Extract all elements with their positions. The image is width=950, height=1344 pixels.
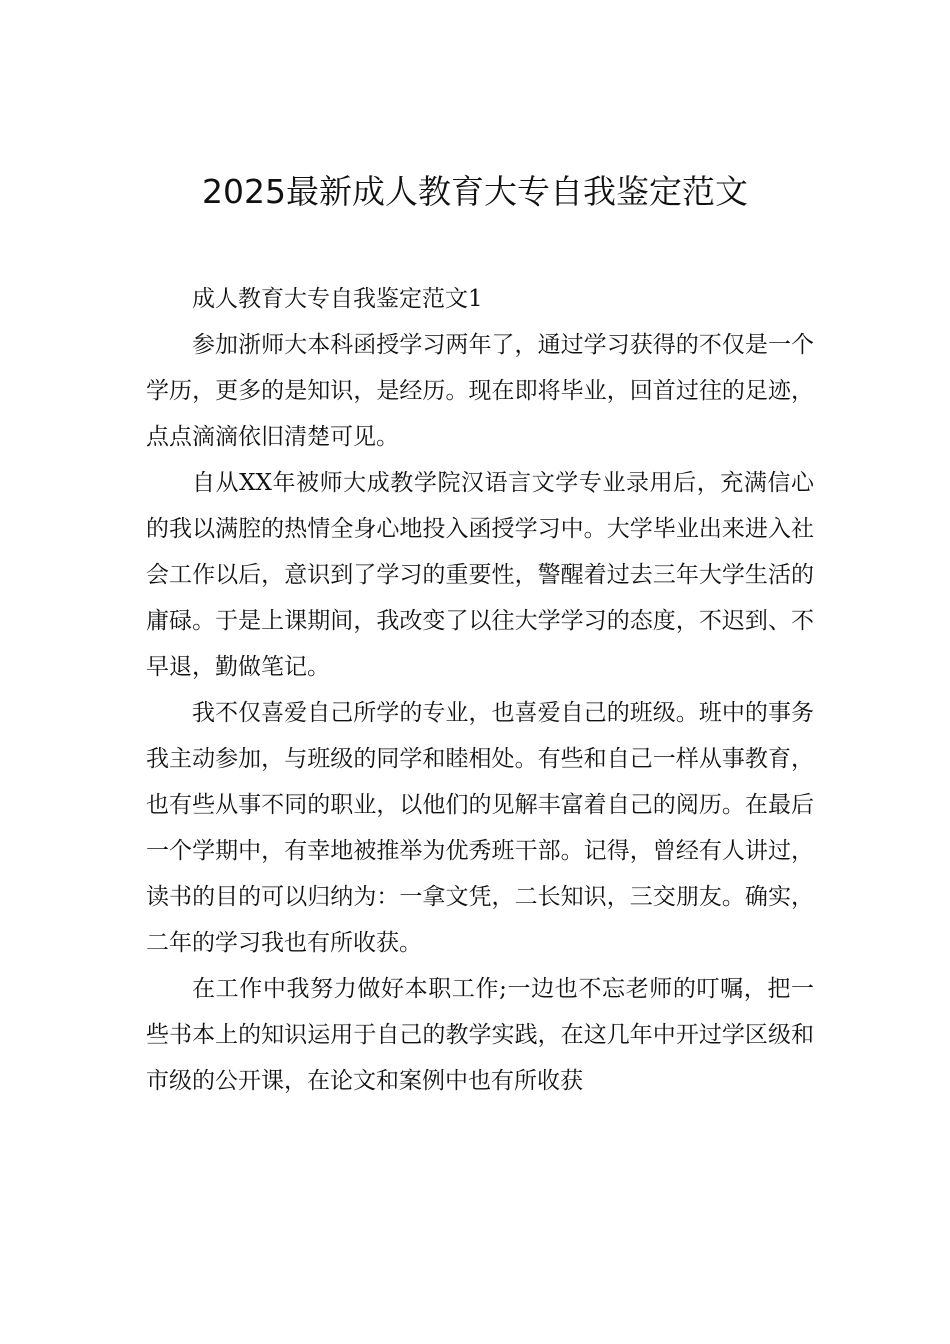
document-body — [146, 276, 814, 1104]
document-title: 2025最新成人教育大专自我鉴定范文 — [202, 172, 748, 211]
paragraph: 在工作中我努力做好本职工作;一边也不忘老师的叮嘱，把一些书本上的知识运用于自己的教学实践，在这几年中开过学区级和市级的公开课，在论文和案例中也有所收获 — [146, 976, 814, 1094]
paragraph: 我不仅喜爱自己所学的专业，也喜爱自己的班级。班中的事务我主动参加，与班级的同学和睦相处。有些和自己一样从事教育，也有些从事不同的职业，以他们的见解丰富着自己的阅历。在最后一个学期中，有幸地被推举为优秀班干部。记得，曾经有人讲过，读书的目的可以归纳为：一拿文凭，二长知识，三交朋友。确实，二年的学习我也有所收获。 — [146, 700, 814, 956]
paragraph-heading: 成人教育大专自我鉴定范文1 — [192, 286, 483, 312]
paragraph: 自从XX年被师大成教学院汉语言文学专业录用后，充满信心的我以满腔的热情全身心地投入函授学习中。大学毕业出来进入社会工作以后，意识到了学习的重要性，警醒着过去三年大学生活的庸碌。于是上课期间，我改变了以往大学学习的态度，不迟到、不早退，勤做笔记。 — [146, 470, 814, 680]
paragraph: 参加浙师大本科函授学习两年了，通过学习获得的不仅是一个学历，更多的是知识，是经历。现在即将毕业，回首过往的足迹，点点滴滴依旧清楚可见。 — [146, 332, 814, 450]
